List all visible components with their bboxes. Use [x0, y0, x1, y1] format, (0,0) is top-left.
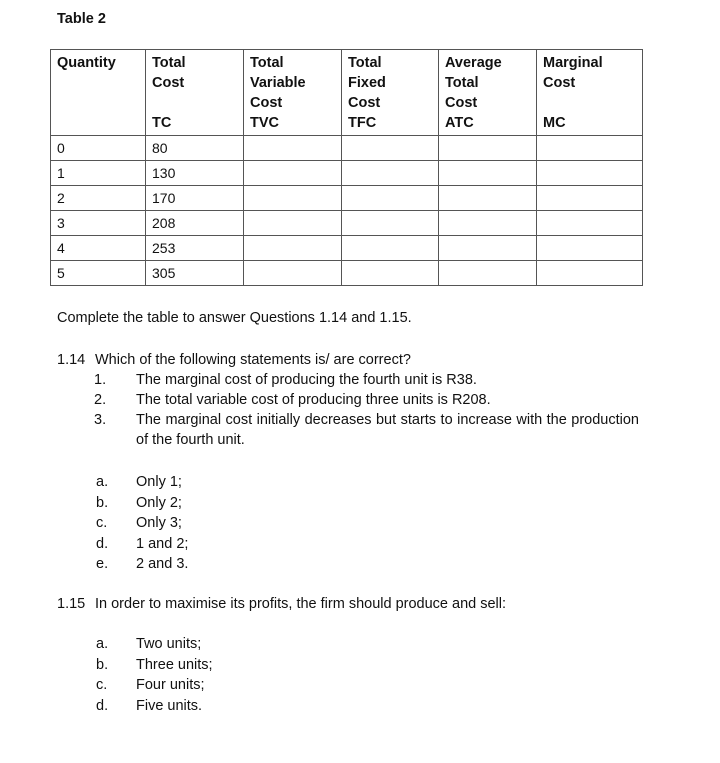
table-cell[interactable]	[439, 186, 537, 211]
column-header-abbreviation: TC	[152, 115, 172, 131]
table-cell[interactable]	[244, 261, 342, 286]
option-text: Three units;	[136, 656, 213, 673]
table-cell[interactable]	[537, 211, 643, 236]
option-text: 1 and 2;	[136, 535, 189, 552]
option-letter: e.	[96, 556, 109, 572]
table-row	[51, 136, 643, 161]
table-cell: 208	[146, 211, 244, 236]
quantity-cell: 4	[51, 236, 146, 261]
option-letter: a.	[96, 636, 109, 652]
statement-text: The marginal cost of producing the fourth unit is R38.	[136, 372, 477, 388]
option-text: Five units.	[136, 697, 203, 714]
column-header-line: Variable	[250, 75, 306, 91]
table-title: Table 2	[57, 11, 106, 27]
instruction-text: Complete the table to answer Questions 1.14 and 1.15.	[57, 310, 412, 326]
column-header	[51, 50, 146, 136]
table-header-row	[51, 50, 643, 136]
table-cell: 80	[146, 136, 244, 161]
column-header-abbreviation: TVC	[250, 115, 279, 131]
table-cell[interactable]	[439, 161, 537, 186]
table-cell[interactable]	[439, 211, 537, 236]
table-row	[51, 186, 643, 211]
table-cell[interactable]	[342, 136, 439, 161]
statement-item	[94, 410, 639, 450]
option-letter: d.	[96, 697, 109, 714]
table-row	[51, 161, 643, 186]
option-letter: c.	[96, 515, 108, 531]
column-header-line: Total	[152, 55, 186, 71]
column-header-abbreviation: MC	[543, 115, 566, 131]
answer-option[interactable]	[96, 554, 188, 575]
column-header-line: Average	[445, 55, 502, 71]
answer-option[interactable]	[96, 696, 213, 717]
statement-number: 2.	[94, 392, 107, 408]
column-header-line: Cost	[152, 75, 185, 91]
answer-option[interactable]	[96, 634, 213, 655]
quantity-cell: 5	[51, 261, 146, 286]
answer-option[interactable]	[96, 472, 188, 493]
option-text: Only 2;	[136, 494, 182, 511]
quantity-cell: 3	[51, 211, 146, 236]
table-cell[interactable]	[342, 236, 439, 261]
table-cell[interactable]	[244, 161, 342, 186]
column-header-line: Fixed	[348, 75, 386, 91]
table-row	[51, 261, 643, 286]
table-cell: 130	[146, 161, 244, 186]
table-cell[interactable]	[439, 136, 537, 161]
question-1-15-number: 1.15	[57, 596, 86, 612]
table-cell[interactable]	[244, 211, 342, 236]
option-letter: c.	[96, 677, 108, 693]
column-header-line: Total	[348, 55, 382, 71]
table-cell[interactable]	[439, 261, 537, 286]
table-cell[interactable]	[342, 161, 439, 186]
quantity-cell: 2	[51, 186, 146, 211]
question-1-14	[57, 352, 411, 368]
column-header	[537, 50, 643, 136]
column-header-line: Cost	[348, 95, 381, 111]
column-header-line: Cost	[543, 75, 576, 91]
column-header-line: Total	[250, 55, 284, 71]
table-cell[interactable]	[342, 211, 439, 236]
answer-option[interactable]	[96, 513, 188, 534]
statement-number: 3.	[94, 412, 107, 428]
table-cell: 253	[146, 236, 244, 261]
question-1-14-statements	[94, 370, 639, 450]
table-cell[interactable]	[439, 236, 537, 261]
quantity-cell: 1	[51, 161, 146, 186]
question-1-15-text: In order to maximise its profits, the firm should produce and sell:	[95, 596, 507, 612]
option-text: Four units;	[136, 677, 205, 693]
question-1-14-text: Which of the following statements is/ are correct?	[95, 352, 411, 368]
option-letter: d.	[96, 535, 109, 552]
column-header-line: Total	[445, 75, 479, 91]
column-header-abbreviation: TFC	[348, 115, 377, 131]
table-cell[interactable]	[537, 136, 643, 161]
column-header	[146, 50, 244, 136]
column-header-abbreviation: ATC	[445, 115, 474, 131]
table-cell[interactable]	[244, 186, 342, 211]
option-text: Two units;	[136, 636, 202, 652]
answer-option[interactable]	[96, 493, 188, 514]
answer-option[interactable]	[96, 655, 213, 676]
statement-number: 1.	[94, 372, 107, 388]
column-header-line: Quantity	[57, 55, 116, 71]
column-header	[439, 50, 537, 136]
option-text: 2 and 3.	[136, 556, 189, 572]
option-letter: a.	[96, 474, 109, 490]
question-1-14-options	[96, 472, 188, 575]
table-cell[interactable]	[244, 136, 342, 161]
option-letter: b.	[96, 656, 109, 673]
answer-option[interactable]	[96, 675, 213, 696]
table-cell[interactable]	[537, 236, 643, 261]
column-header-line: Marginal	[543, 55, 603, 71]
statement-item	[94, 370, 639, 390]
table-body	[51, 136, 643, 286]
column-header	[244, 50, 342, 136]
answer-option[interactable]	[96, 534, 188, 555]
quantity-cell: 0	[51, 136, 146, 161]
table-cell: 305	[146, 261, 244, 286]
option-text: Only 1;	[136, 474, 182, 490]
column-header	[342, 50, 439, 136]
statement-text: The marginal cost initially decreases but starts to increase with the production of the fourth unit.	[136, 412, 639, 448]
column-header-line: Cost	[250, 95, 283, 111]
cost-table	[50, 49, 643, 286]
statement-text: The total variable cost of producing three units is R208.	[136, 392, 491, 408]
table-row	[51, 236, 643, 261]
table-cell[interactable]	[537, 161, 643, 186]
table-cell[interactable]	[537, 261, 643, 286]
question-1-15	[57, 596, 506, 612]
table-cell[interactable]	[537, 186, 643, 211]
table-cell: 170	[146, 186, 244, 211]
column-header-line: Cost	[445, 95, 478, 111]
table-cell[interactable]	[342, 261, 439, 286]
option-letter: b.	[96, 494, 109, 511]
option-text: Only 3;	[136, 515, 182, 531]
statement-item	[94, 390, 639, 410]
question-1-14-number: 1.14	[57, 352, 86, 368]
table-row	[51, 211, 643, 236]
table-cell[interactable]	[342, 186, 439, 211]
question-1-15-options	[96, 634, 213, 716]
table-cell[interactable]	[244, 236, 342, 261]
